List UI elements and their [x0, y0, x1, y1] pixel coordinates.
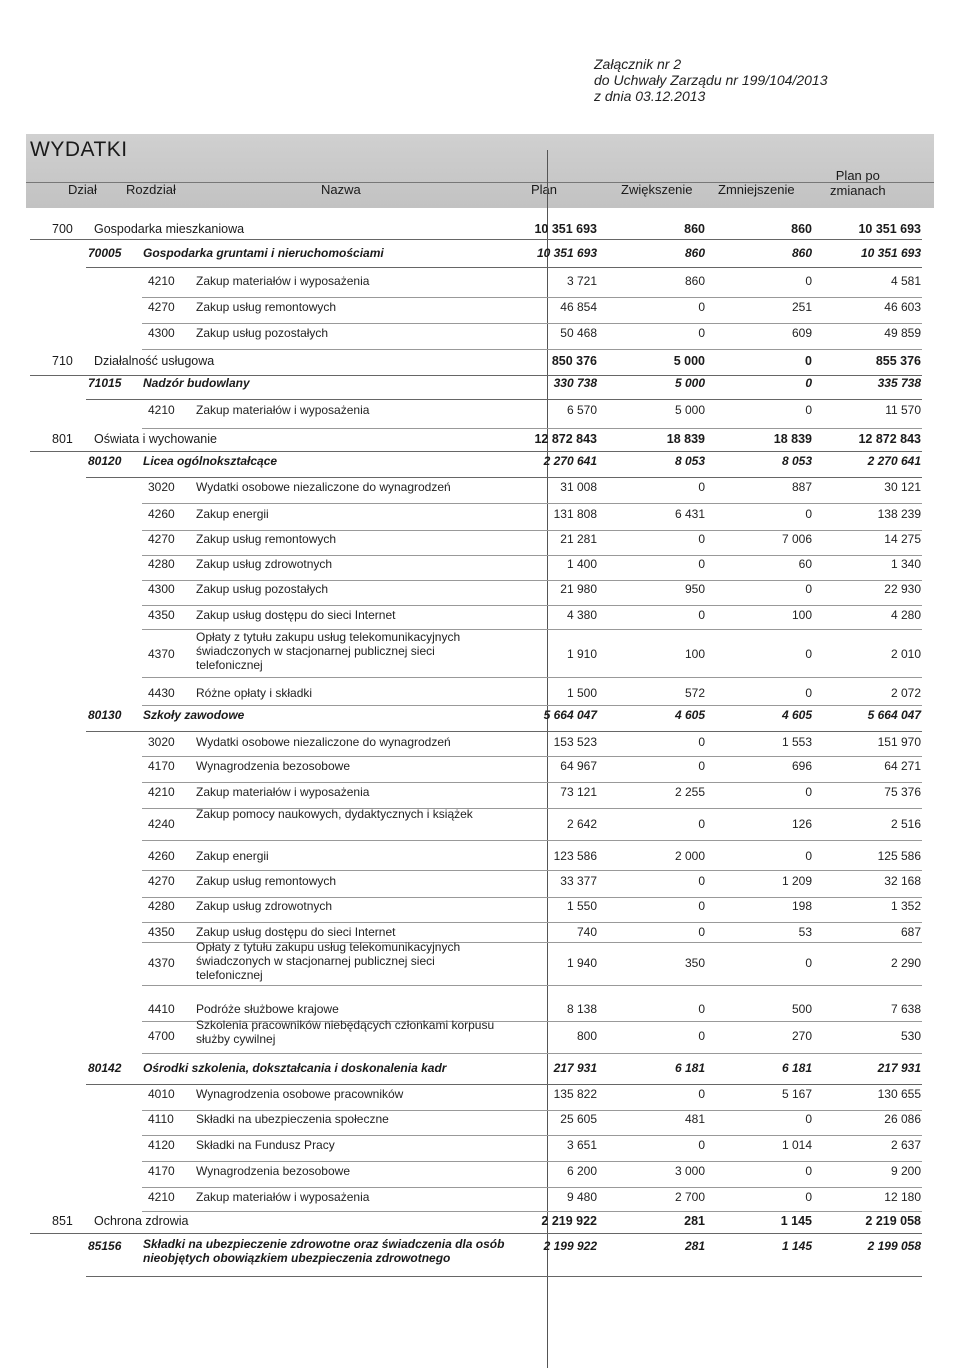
row-po-value: 2 290 — [890, 956, 921, 970]
row-plan-value: 33 377 — [560, 874, 597, 888]
row-zm-value: 860 — [791, 246, 812, 260]
row-po-value: 2 516 — [890, 817, 921, 831]
column-header-dzial: Dział — [68, 182, 97, 197]
table-row — [0, 272, 960, 298]
row-name: Wynagrodzenia osobowe pracowników — [196, 1087, 404, 1101]
row-code: 4170 — [148, 759, 175, 773]
row-zw-value: 0 — [698, 1029, 705, 1043]
rozdzial-row — [0, 1059, 960, 1085]
table-row — [0, 478, 960, 504]
banner-divider — [26, 182, 934, 183]
plan-po-line-1: Plan po — [835, 168, 880, 183]
row-plan-value: 123 586 — [553, 849, 597, 863]
row-zm-value: 18 839 — [773, 432, 812, 446]
row-zw-value: 6 181 — [674, 1061, 705, 1075]
row-plan-value: 2 199 922 — [543, 1239, 597, 1253]
table-row — [0, 530, 960, 556]
row-divider — [142, 840, 922, 841]
table-row — [0, 298, 960, 324]
row-po-value: 11 570 — [885, 403, 921, 417]
row-name: Zakup usług zdrowotnych — [196, 557, 333, 571]
row-code: 4300 — [148, 326, 175, 340]
row-code: 4260 — [148, 507, 175, 521]
row-po-value: 125 586 — [877, 849, 921, 863]
row-code: 4210 — [148, 785, 175, 799]
row-zm-value: 696 — [791, 759, 812, 773]
row-zw-value: 860 — [684, 274, 705, 288]
row-zm-value: 0 — [805, 507, 812, 521]
row-code: 85156 — [88, 1239, 122, 1253]
row-name: Zakup usług remontowych — [196, 300, 337, 314]
row-plan-value: 64 967 — [560, 759, 597, 773]
row-zw-value: 860 — [684, 246, 705, 260]
rozdzial-row — [0, 452, 960, 478]
annex-line-1: Załącznik nr 2 — [594, 56, 682, 72]
row-code: 4410 — [148, 1002, 175, 1016]
table-row — [0, 757, 960, 783]
row-zm-value: 0 — [805, 686, 812, 700]
row-divider — [86, 399, 922, 400]
row-zm-value: 53 — [798, 925, 812, 939]
row-zw-value: 0 — [698, 1002, 705, 1016]
row-code: 4270 — [148, 300, 175, 314]
row-zm-value: 4 605 — [781, 708, 812, 722]
table-row — [0, 1018, 960, 1054]
row-code: 80142 — [88, 1061, 122, 1075]
row-name: Zakup pomocy naukowych, dydaktycznych i książek — [196, 807, 473, 821]
row-zm-value: 0 — [805, 403, 812, 417]
row-zw-value: 572 — [684, 686, 705, 700]
row-zw-value: 5 000 — [674, 403, 705, 417]
row-code: 4370 — [148, 956, 175, 970]
row-name: Zakup energii — [196, 849, 269, 863]
row-po-value: 2 270 641 — [867, 454, 921, 468]
row-plan-value: 800 — [576, 1029, 597, 1043]
row-name: Zakup usług remontowych — [196, 874, 337, 888]
row-plan-value: 8 138 — [566, 1002, 597, 1016]
row-code: 801 — [52, 432, 73, 446]
row-zm-value: 198 — [791, 899, 812, 913]
row-code: 4210 — [148, 274, 175, 288]
row-name: Wynagrodzenia bezosobowe — [196, 1164, 350, 1178]
row-code: 4700 — [148, 1029, 175, 1043]
rozdzial-row — [0, 374, 960, 400]
row-zw-value: 4 605 — [674, 708, 705, 722]
row-zw-value: 0 — [698, 1087, 705, 1101]
row-name: Zakup materiałów i wyposażenia — [196, 1190, 370, 1204]
row-plan-value: 9 480 — [566, 1190, 597, 1204]
row-plan-value: 153 523 — [553, 735, 597, 749]
row-plan-value: 2 642 — [566, 817, 597, 831]
table-row — [0, 783, 960, 809]
row-po-value: 687 — [900, 925, 921, 939]
row-code: 71015 — [88, 376, 122, 390]
row-code: 4430 — [148, 686, 175, 700]
row-code: 4280 — [148, 557, 175, 571]
row-name: Ośrodki szkolenia, dokształcania i doskonalenia kadr — [143, 1061, 447, 1075]
row-zw-value: 0 — [698, 817, 705, 831]
row-name: Wydatki osobowe niezaliczone do wynagrodzeń — [196, 735, 451, 749]
row-zm-value: 8 053 — [781, 454, 812, 468]
row-zw-value: 8 053 — [674, 454, 705, 468]
row-zm-value: 0 — [805, 849, 812, 863]
row-zm-value: 1 145 — [780, 1214, 812, 1228]
row-zw-value: 2 255 — [674, 785, 705, 799]
row-plan-value: 1 500 — [566, 686, 597, 700]
row-divider — [142, 1053, 922, 1054]
table-row — [0, 606, 960, 630]
annex-header — [594, 56, 827, 104]
row-plan-value: 2 270 641 — [543, 454, 597, 468]
column-header-plan-po — [830, 168, 886, 198]
row-code: 80120 — [88, 454, 122, 468]
row-zw-value: 281 — [684, 1214, 705, 1228]
row-plan-value: 31 008 — [560, 480, 597, 494]
table-row — [0, 505, 960, 531]
row-zm-value: 1 014 — [781, 1138, 812, 1152]
annex-line-2: do Uchwały Zarządu nr 199/104/2013 — [594, 72, 828, 88]
table-row — [0, 1162, 960, 1188]
row-name: Zakup usług zdrowotnych — [196, 899, 333, 913]
row-po-value: 2 072 — [890, 686, 921, 700]
row-plan-value: 10 351 693 — [536, 246, 597, 260]
row-name: Zakup energii — [196, 507, 269, 521]
row-code: 700 — [52, 222, 73, 236]
row-zm-value: 0 — [805, 1112, 812, 1126]
row-plan-value: 4 380 — [566, 608, 597, 622]
row-zw-value: 0 — [698, 532, 705, 546]
row-name: Składki na Fundusz Pracy — [196, 1138, 335, 1152]
rozdzial-row — [0, 706, 960, 732]
row-zw-value: 0 — [698, 1138, 705, 1152]
row-po-value: 14 275 — [884, 532, 921, 546]
row-zm-value: 1 209 — [781, 874, 812, 888]
row-zm-value: 6 181 — [781, 1061, 812, 1075]
row-plan-value: 12 872 843 — [534, 432, 597, 446]
row-name: Zakup materiałów i wyposażenia — [196, 274, 370, 288]
row-name: Opłaty z tytułu zakupu usług telekomunikacyjnych świadczonych w stacjonarnej publicznej sieci telefonicznej — [196, 630, 461, 672]
section-banner — [26, 134, 934, 208]
row-code: 3020 — [148, 735, 175, 749]
table-row — [0, 940, 960, 986]
table-row — [0, 580, 960, 606]
row-po-value: 30 121 — [884, 480, 921, 494]
row-code: 4280 — [148, 899, 175, 913]
dzial-row — [0, 1212, 960, 1234]
row-zm-value: 500 — [791, 1002, 812, 1016]
row-name: Zakup usług dostępu do sieci Internet — [196, 608, 396, 622]
row-po-value: 49 859 — [884, 326, 921, 340]
row-zw-value: 481 — [684, 1112, 705, 1126]
row-zw-value: 0 — [698, 735, 705, 749]
row-code: 4270 — [148, 874, 175, 888]
row-name: Wydatki osobowe niezaliczone do wynagrodzeń — [196, 480, 451, 494]
row-name: Podróże służbowe krajowe — [196, 1002, 339, 1016]
dzial-row — [0, 430, 960, 452]
table-row — [0, 1085, 960, 1111]
row-code: 4110 — [148, 1112, 174, 1126]
row-zw-value: 0 — [698, 480, 705, 494]
table-row — [0, 807, 960, 841]
row-po-value: 1 352 — [890, 899, 921, 913]
row-plan-value: 1 940 — [566, 956, 597, 970]
row-code: 4210 — [148, 403, 175, 417]
column-header-nazwa: Nazwa — [321, 182, 361, 197]
row-name: Ochrona zdrowia — [94, 1214, 189, 1228]
row-code: 4210 — [148, 1190, 175, 1204]
rozdzial-row — [0, 1237, 960, 1277]
section-title: WYDATKI — [30, 138, 128, 161]
row-zw-value: 0 — [698, 608, 705, 622]
row-po-value: 2 219 058 — [865, 1214, 921, 1228]
row-code: 710 — [52, 354, 73, 368]
row-divider — [142, 349, 922, 350]
row-zm-value: 0 — [805, 376, 812, 390]
row-po-value: 75 376 — [884, 785, 921, 799]
row-name: Zakup usług pozostałych — [196, 582, 329, 596]
row-zw-value: 860 — [684, 222, 705, 236]
row-zw-value: 350 — [684, 956, 705, 970]
row-po-value: 217 931 — [877, 1061, 921, 1075]
row-zw-value: 0 — [698, 925, 705, 939]
row-zm-value: 0 — [805, 785, 812, 799]
row-po-value: 10 351 693 — [858, 222, 921, 236]
row-plan-value: 3 721 — [566, 274, 597, 288]
row-name: Składki na ubezpieczenia społeczne — [196, 1112, 389, 1126]
row-divider — [142, 503, 922, 504]
row-plan-value: 217 931 — [553, 1061, 597, 1075]
table-row — [0, 1188, 960, 1212]
row-plan-value: 850 376 — [551, 354, 597, 368]
row-zm-value: 0 — [805, 956, 812, 970]
row-zm-value: 609 — [791, 326, 812, 340]
row-zm-value: 100 — [791, 608, 812, 622]
row-code: 4350 — [148, 925, 175, 939]
row-code: 4370 — [148, 647, 175, 661]
row-zm-value: 7 006 — [781, 532, 812, 546]
table-row — [0, 847, 960, 871]
row-plan-value: 3 651 — [566, 1138, 597, 1152]
row-zm-value: 1 145 — [781, 1239, 812, 1253]
row-name: Zakup materiałów i wyposażenia — [196, 403, 370, 417]
row-plan-value: 50 468 — [560, 326, 597, 340]
row-plan-value: 135 822 — [553, 1087, 597, 1101]
row-po-value: 10 351 693 — [860, 246, 921, 260]
row-po-value: 151 970 — [877, 735, 921, 749]
row-zw-value: 5 000 — [674, 376, 705, 390]
row-zw-value: 0 — [698, 326, 705, 340]
row-name: Działalność usługowa — [94, 354, 215, 368]
row-po-value: 1 340 — [890, 557, 921, 571]
row-zw-value: 6 431 — [674, 507, 705, 521]
row-code: 4270 — [148, 532, 175, 546]
row-divider — [86, 267, 922, 268]
row-code: 80130 — [88, 708, 122, 722]
row-name: Opłaty z tytułu zakupu usług telekomunikacyjnych świadczonych w stacjonarnej publicznej sieci telefonicznej — [196, 940, 461, 982]
row-po-value: 26 086 — [884, 1112, 921, 1126]
row-code: 3020 — [148, 480, 175, 494]
annex-line-3: z dnia 03.12.2013 — [594, 88, 706, 104]
row-po-value: 32 168 — [884, 874, 921, 888]
row-code: 4120 — [148, 1138, 175, 1152]
plan-po-line-2: zmianach — [830, 183, 886, 198]
row-zw-value: 2 000 — [674, 849, 705, 863]
row-zm-value: 0 — [805, 274, 812, 288]
row-divider — [142, 677, 922, 678]
row-code: 4010 — [148, 1087, 175, 1101]
row-code: 4240 — [148, 817, 175, 831]
row-po-value: 335 738 — [877, 376, 921, 390]
row-name: Licea ogólnokształcące — [143, 454, 278, 468]
row-plan-value: 2 219 922 — [541, 1214, 597, 1228]
row-name: Nadzór budowlany — [143, 376, 250, 390]
row-name: Składki na ubezpieczenie zdrowotne oraz świadczenia dla osób nieobjętych obowiązkiem ubezpieczenia zdrowotnego — [143, 1237, 505, 1265]
row-plan-value: 21 980 — [560, 582, 597, 596]
row-name: Zakup materiałów i wyposażenia — [196, 785, 370, 799]
row-po-value: 130 655 — [877, 1087, 921, 1101]
row-zm-value: 270 — [791, 1029, 812, 1043]
row-po-value: 12 872 843 — [858, 432, 921, 446]
row-plan-value: 1 400 — [566, 557, 597, 571]
table-row — [0, 401, 960, 429]
row-name: Różne opłaty i składki — [196, 686, 313, 700]
row-divider — [86, 731, 922, 732]
row-zw-value: 18 839 — [666, 432, 705, 446]
row-plan-value: 46 854 — [560, 300, 597, 314]
row-zw-value: 2 700 — [674, 1190, 705, 1204]
row-po-value: 22 930 — [884, 582, 921, 596]
row-divider — [30, 1233, 922, 1234]
column-header-rozdzial: Rozdział — [126, 182, 176, 197]
dzial-row — [0, 220, 960, 240]
row-po-value: 138 239 — [877, 507, 921, 521]
row-name: Zakup usług remontowych — [196, 532, 337, 546]
row-name: Gospodarka gruntami i nieruchomościami — [143, 246, 384, 260]
row-code: 70005 — [88, 246, 122, 260]
table-row — [0, 630, 960, 678]
row-po-value: 4 581 — [890, 274, 921, 288]
row-po-value: 5 664 047 — [867, 708, 921, 722]
row-zm-value: 0 — [805, 582, 812, 596]
table-row — [0, 684, 960, 706]
column-header-zwiekszenie: Zwiększenie — [621, 182, 693, 197]
row-plan-value: 6 200 — [566, 1164, 597, 1178]
row-divider — [142, 870, 922, 871]
row-zw-value: 950 — [684, 582, 705, 596]
row-po-value: 4 280 — [890, 608, 921, 622]
row-plan-value: 73 121 — [560, 785, 597, 799]
row-po-value: 9 200 — [890, 1164, 921, 1178]
row-zw-value: 3 000 — [674, 1164, 705, 1178]
row-po-value: 530 — [900, 1029, 921, 1043]
row-name: Zakup usług dostępu do sieci Internet — [196, 925, 396, 939]
table-row — [0, 1110, 960, 1136]
row-plan-value: 1 550 — [566, 899, 597, 913]
row-po-value: 12 180 — [884, 1190, 921, 1204]
row-zw-value: 100 — [684, 647, 705, 661]
row-code: 4300 — [148, 582, 175, 596]
column-header-zmniejszenie: Zmniejszenie — [718, 182, 795, 197]
row-plan-value: 10 351 693 — [534, 222, 597, 236]
row-divider — [30, 239, 922, 240]
row-code: 4170 — [148, 1164, 175, 1178]
table-row — [0, 733, 960, 757]
row-po-value: 7 638 — [890, 1002, 921, 1016]
row-plan-value: 25 605 — [560, 1112, 597, 1126]
row-zm-value: 5 167 — [781, 1087, 812, 1101]
row-zw-value: 0 — [698, 300, 705, 314]
row-zm-value: 0 — [805, 1190, 812, 1204]
rozdzial-row — [0, 244, 960, 268]
row-po-value: 2 199 058 — [867, 1239, 921, 1253]
row-divider — [142, 985, 922, 986]
row-plan-value: 1 910 — [566, 647, 597, 661]
row-code: 4350 — [148, 608, 175, 622]
row-po-value: 64 271 — [884, 759, 921, 773]
row-name: Gospodarka mieszkaniowa — [94, 222, 245, 236]
row-divider — [86, 1276, 922, 1277]
row-code: 4260 — [148, 849, 175, 863]
row-zw-value: 0 — [698, 557, 705, 571]
table-row — [0, 872, 960, 898]
row-po-value: 2 010 — [890, 647, 921, 661]
row-plan-value: 131 808 — [553, 507, 597, 521]
column-header-plan: Plan — [531, 182, 558, 197]
row-zw-value: 0 — [698, 899, 705, 913]
row-plan-value: 740 — [576, 925, 597, 939]
row-zm-value: 251 — [791, 300, 812, 314]
row-plan-value: 21 281 — [560, 532, 597, 546]
table-row — [0, 897, 960, 923]
row-zm-value: 0 — [805, 354, 812, 368]
row-zw-value: 281 — [684, 1239, 705, 1253]
row-plan-value: 6 570 — [566, 403, 597, 417]
row-po-value: 2 637 — [890, 1138, 921, 1152]
row-divider — [142, 428, 922, 429]
row-zm-value: 126 — [791, 817, 812, 831]
row-plan-value: 330 738 — [553, 376, 597, 390]
table-row — [0, 1136, 960, 1162]
row-po-value: 46 603 — [884, 300, 921, 314]
row-code: 851 — [52, 1214, 73, 1228]
dzial-row — [0, 352, 960, 376]
table-row — [0, 324, 960, 350]
row-zm-value: 887 — [791, 480, 812, 494]
row-zw-value: 0 — [698, 874, 705, 888]
row-zw-value: 0 — [698, 759, 705, 773]
row-zm-value: 860 — [791, 222, 812, 236]
row-name: Zakup usług pozostałych — [196, 326, 329, 340]
row-plan-value: 5 664 047 — [543, 708, 597, 722]
row-zm-value: 0 — [805, 1164, 812, 1178]
row-zm-value: 1 553 — [781, 735, 812, 749]
row-zm-value: 0 — [805, 647, 812, 661]
row-zm-value: 60 — [798, 557, 812, 571]
row-name: Wynagrodzenia bezosobowe — [196, 759, 350, 773]
row-po-value: 855 376 — [875, 354, 921, 368]
row-name: Szkoły zawodowe — [143, 708, 245, 722]
row-name: Szkolenia pracowników niebędących członkami korpusu służby cywilnej — [196, 1018, 495, 1046]
row-name: Oświata i wychowanie — [94, 432, 217, 446]
row-zw-value: 5 000 — [673, 354, 705, 368]
table-row — [0, 555, 960, 581]
